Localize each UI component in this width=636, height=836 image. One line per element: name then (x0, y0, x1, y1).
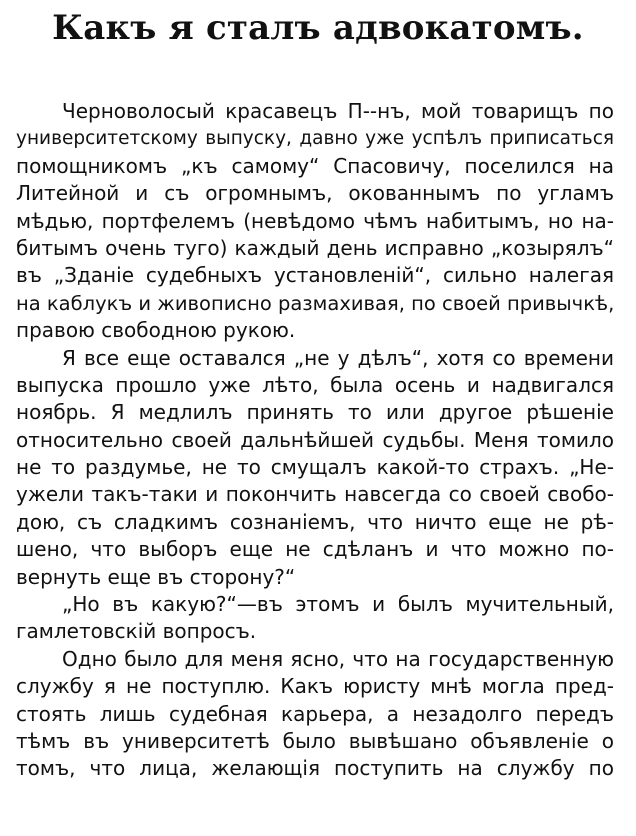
text-line: на каблукъ и живописно размахивая, по своей привычкѣ, (16, 291, 614, 315)
text-line: правою свободною рукою. (16, 318, 296, 343)
text-line: выпуска прошло уже лѣто, была осень и надвигался (16, 372, 614, 397)
text-line: дою, съ сладкимъ сознаніемъ, что ничто еще не рѣ- (16, 509, 614, 534)
page-title: Какъ я сталъ адвокатомъ. (52, 8, 584, 48)
body-text (16, 98, 614, 783)
text-line: ужели такъ-таки и покончить навсегда со своей свобо- (16, 482, 614, 507)
text-line: Я все еще оставался „не у дѣлъ“, хотя со времени (62, 345, 614, 370)
text-line: томъ, что лица, желающія поступить на службу по (16, 756, 614, 781)
text-line: ноябрь. Я медлилъ принять то или другое рѣшеніе (16, 400, 614, 425)
text-line: въ „Зданіе судебныхъ установленій“, сильно налегая (16, 263, 614, 288)
text-line: битымъ очень туго) каждый день исправно „козырялъ“ (16, 235, 614, 260)
text-line: гамлетовскій вопросъ. (16, 619, 257, 644)
text-line: Литейной и съ огромнымъ, окованнымъ по угламъ (16, 181, 614, 206)
text-line: помощникомъ „къ самому“ Спасовичу, поселился на (16, 153, 614, 178)
text-line: „Но въ какую?“—въ этомъ и былъ мучительный, (62, 592, 614, 617)
text-line: Черноволосый красавецъ П--нъ, мой товарищъ по (62, 99, 614, 123)
text-line: мѣдью, портфелемъ (невѣдомо чѣмъ набитымъ, но на- (16, 208, 614, 233)
text-line: вернуть еще въ сторону?“ (16, 564, 296, 589)
text-line: университетскому выпуску, давно уже успѣлъ приписаться (16, 128, 614, 150)
text-line: относительно своей дальнѣйшей судьбы. Меня томило (16, 427, 614, 452)
text-line: тѣмъ въ университетѣ было вывѣшано объявленіе о (16, 728, 614, 753)
text-line: стоять лишь судебная карьера, а незадолго передъ (16, 701, 614, 726)
text-line: шено, что выборъ еще не сдѣланъ и что можно по- (16, 537, 614, 562)
text-line: Одно было для меня ясно, что на государственную (62, 646, 614, 671)
text-line: службу я не поступлю. Какъ юристу мнѣ могла пред- (16, 674, 614, 699)
text-line: не то раздумье, не то смущалъ какой-то страхъ. „Не- (16, 455, 614, 480)
